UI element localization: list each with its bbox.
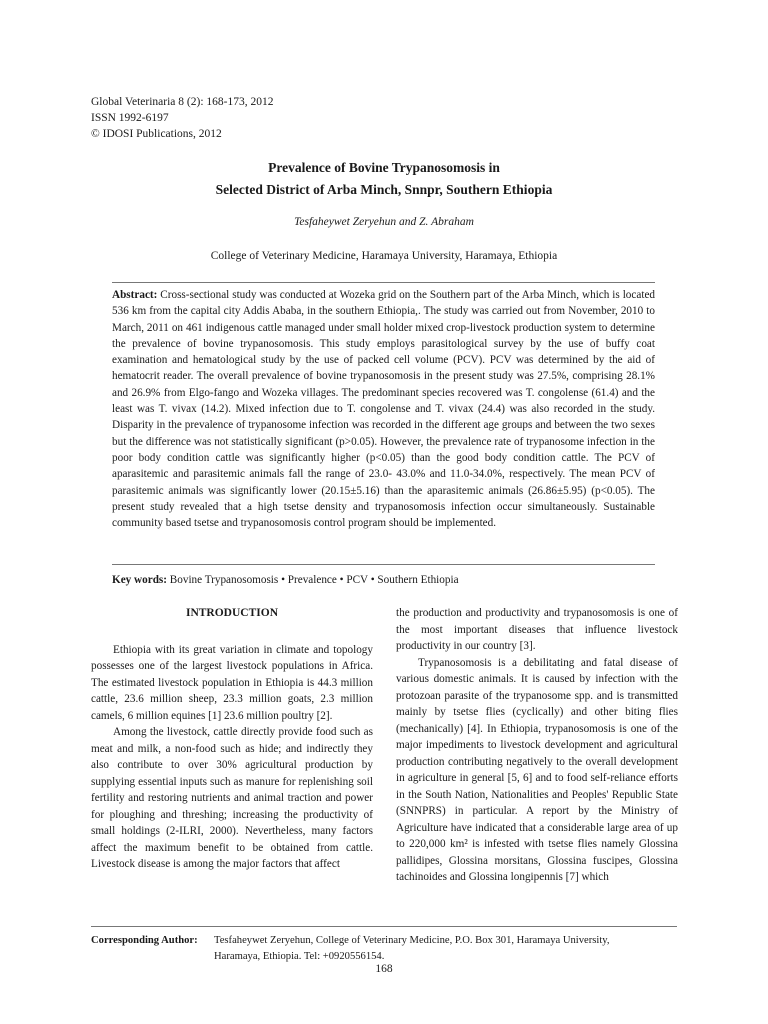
journal-citation: Global Veterinaria 8 (2): 168-173, 2012 [91,96,274,108]
left-column [91,605,373,873]
journal-issn: ISSN 1992-6197 [91,112,169,124]
corresponding-author [91,933,610,965]
affiliation: College of Veterinary Medicine, Haramaya University, Haramaya, Ethiopia [210,250,558,262]
footnote-rule [91,926,677,927]
paper-title [0,157,768,201]
keywords [112,572,655,588]
authors: Tesfaheywet Zeryehun and Z. Abraham [294,216,474,228]
paragraph: Trypanosomosis is a debilitating and fatal disease of various domestic animals. It is caused by infection with the protozoan parasite of the trypanosome spp. and is transmitted mainly by tsetse flies (cyclically) and other biting flies (mechanically) [4]. In Ethiopia, trypanosomosis is one of the major impediments to livestock development and agricultural production contributing negatively to the overall development in agriculture in general [5, 6] and to food self-reliance efforts in the South Nation, Nationalities and Peoples' Republic State (SNNPRS) in particular. A report by the Ministry of Agriculture have indicated that a considerable large area of up to 220,000 km² is infested with tsetse flies namely Glossina pallidipes, Glossina morsitans, Glossina fuscipes, Glossina tachinoides and Glossina longipennis [7] which [396,656,678,883]
abstract-text: Cross-sectional study was conducted at Wozeka grid on the Southern part of the Arba Minch, which is located 536 km from the capital city Addis Ababa, in the southern Ethiopia,. The study was carried out from November, 2010 to March, 2011 on 461 indigenous cattle managed under small holder mixed crop-livestock production system to determine the prevalence of bovine trypanosomosis. This study employs parasitological survey by the use of buffy coat examination and hematological study by the use of packed cell volume (PCV). PCV was determined by the aid of hematocrit reader. The overall prevalence of bovine trypanosomosis in the present study was 27.5%, comprising 28.1% and 26.9% from Elgo-fango and Wozeka villages. The predominant species recovered was T. congolense (61.4) and the least was T. vivax (14.2). Mixed infection due to T. congolense and T. vivax (24.4) was also recorded in the study. Disparity in the prevalence of trypanosome infection was recorded in the different age groups and between the two sexes but the difference was not statistically significant (p>0.05). However, the prevalence rate of trypanosome infection in the poor body condition cattle was significantly higher (p<0.05) than the good body condition cattle. The PCV of aparasitemic and parasitemic animals fall the range of 23.0- 43.0% and 11.0-34.0%, respectively. The mean PCV of parasitemic animals was significantly lower (20.15±5.16) than the aparasitemic animals (26.86±5.95) (p<0.05). The present study revealed that a high tsetse density and trypanosomosis infection occur simultaneously. Sustainable community based tsetse and trypanosomosis control program should be implemented. [112,289,655,530]
abstract [112,287,655,531]
abstract-bottom-rule [112,564,655,565]
paragraph: Among the livestock, cattle directly provide food such as meat and milk, a non-food such as hide; and indirectly they also contribute to over 30% agricultural production by supplying essential inputs such as manure for replenishing soil fertility and restoring nutrients and animal traction and power for ploughing and threshing; increasing the productivity of small holdings (2-ILRI, 2000). Nevertheless, many factors affect the maximum benefit to be obtained from cattle. Livestock disease is among the major factors that affect [91,726,373,870]
paragraph: Ethiopia with its great variation in climate and topology possesses one of the largest livestock populations in Africa. The estimated livestock population in Ethiopia is 44.3 million cattle, 23.6 million sheep, 23.3 million goats, 2.3 million camels, 6 million equines [1] 23.6 million poultry [2]. [91,643,373,722]
title-line-1: Prevalence of Bovine Trypanosomosis in [268,160,500,175]
title-line-2: Selected District of Arba Minch, Snnpr, Southern Ethiopia [215,182,553,197]
keywords-text: Bovine Trypanosomosis • Prevalence • PCV • Southern Ethiopia [167,574,459,586]
page-number: 168 [375,963,393,975]
abstract-label: Abstract: [112,289,158,301]
corresponding-author-line-2: Haramaya, Ethiopia. Tel: +0920556154. [214,951,385,962]
corresponding-author-label: Corresponding Author: [91,935,198,946]
abstract-top-rule [112,282,655,283]
right-column [396,605,678,886]
corresponding-author-line-1: Tesfaheywet Zeryehun, College of Veterinary Medicine, P.O. Box 301, Haramaya University, [214,935,610,946]
journal-copyright: © IDOSI Publications, 2012 [91,128,222,140]
keywords-label: Key words: [112,574,167,586]
paragraph: the production and productivity and trypanosomosis is one of the most important diseases that influence livestock productivity in our country [3]. [396,607,678,652]
section-heading-introduction: INTRODUCTION [185,607,278,619]
journal-info [91,94,273,142]
